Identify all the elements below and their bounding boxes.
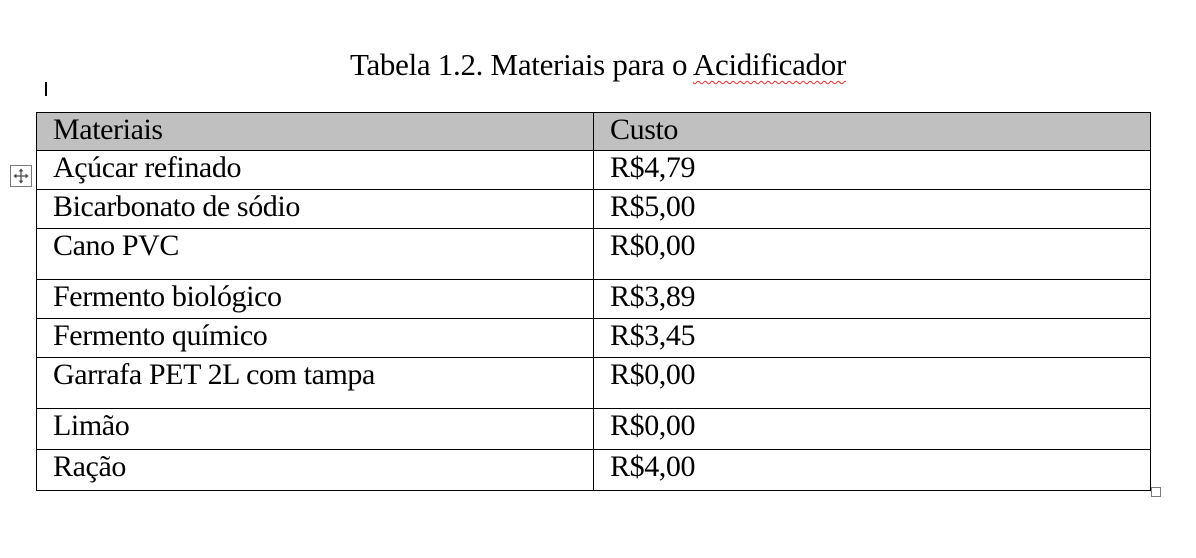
table-move-handle[interactable] — [10, 165, 32, 187]
table-caption — [0, 46, 1196, 84]
table-row — [37, 151, 1151, 190]
cell-custo[interactable]: R$5,00 — [594, 190, 1151, 229]
caption-misspelled-word[interactable]: Acidificador — [692, 47, 846, 82]
caption-prefix: Tabela 1.2. Materiais para o — [350, 47, 693, 82]
table-row — [37, 229, 1151, 280]
table-row — [37, 409, 1151, 450]
cell-custo[interactable]: R$3,45 — [594, 319, 1151, 358]
cell-material[interactable]: Limão — [37, 409, 594, 450]
cell-custo[interactable]: R$0,00 — [594, 409, 1151, 450]
cell-custo[interactable]: R$4,00 — [594, 450, 1151, 491]
table-row — [37, 280, 1151, 319]
materials-table — [36, 112, 1151, 491]
cell-material[interactable]: Fermento biológico — [37, 280, 594, 319]
cell-material[interactable]: Cano PVC — [37, 229, 594, 280]
header-materiais[interactable]: Materiais — [37, 113, 594, 151]
move-arrows-icon — [13, 168, 29, 184]
header-custo[interactable]: Custo — [594, 113, 1151, 151]
text-cursor — [45, 82, 47, 96]
table-row — [37, 450, 1151, 491]
cell-custo[interactable]: R$3,89 — [594, 280, 1151, 319]
cell-material[interactable]: Ração — [37, 450, 594, 491]
table-row — [37, 319, 1151, 358]
cell-custo[interactable]: R$0,00 — [594, 358, 1151, 409]
cell-material[interactable]: Bicarbonato de sódio — [37, 190, 594, 229]
cell-material[interactable]: Garrafa PET 2L com tampa — [37, 358, 594, 409]
cell-custo[interactable]: R$0,00 — [594, 229, 1151, 280]
cell-material[interactable]: Açúcar refinado — [37, 151, 594, 190]
table-resize-handle[interactable] — [1151, 487, 1161, 497]
cell-material[interactable]: Fermento químico — [37, 319, 594, 358]
table-row — [37, 190, 1151, 229]
cell-custo[interactable]: R$4,79 — [594, 151, 1151, 190]
table-header-row — [37, 113, 1151, 151]
table-row — [37, 358, 1151, 409]
